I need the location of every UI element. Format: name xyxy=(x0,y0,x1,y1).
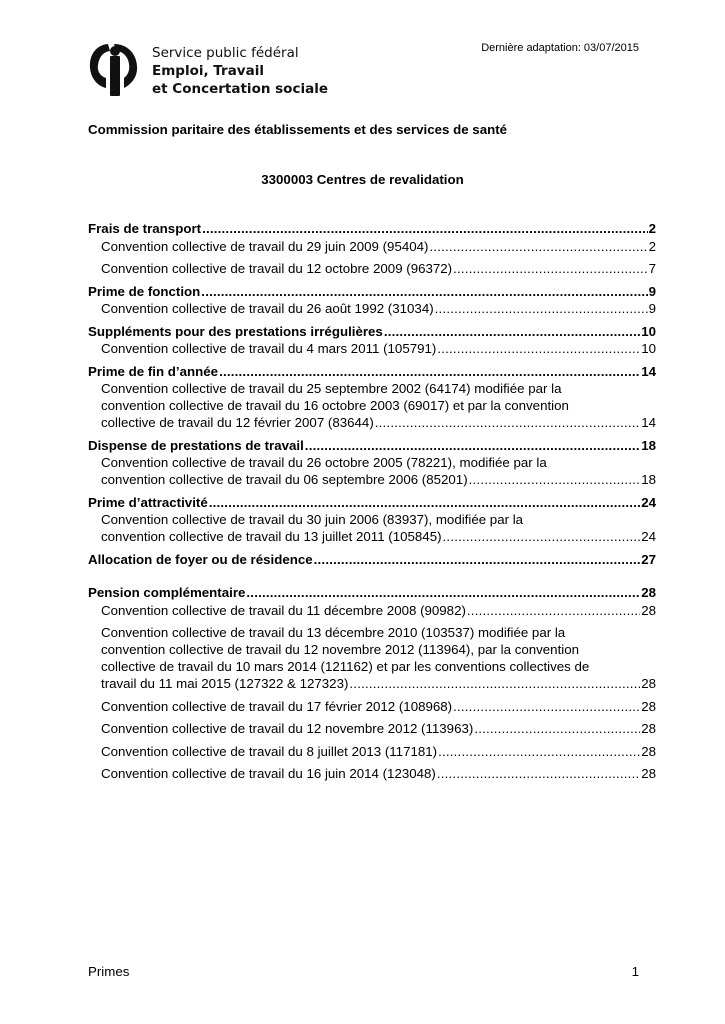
entry-page-number: 28 xyxy=(641,698,656,714)
entry-text-line: Convention collective de travail du 29 juin 2009 (95404) xyxy=(101,238,429,254)
toc-entry[interactable] xyxy=(88,380,656,432)
entry-line xyxy=(101,743,656,761)
entry-line xyxy=(101,260,656,278)
toc-section xyxy=(88,437,656,489)
toc-section xyxy=(88,220,656,278)
toc-section xyxy=(88,551,656,569)
footer-label: Primes xyxy=(88,964,130,979)
toc-entry[interactable] xyxy=(88,765,656,783)
dot-leader xyxy=(209,494,640,512)
toc-section xyxy=(88,283,656,318)
dot-leader xyxy=(437,340,640,358)
entry-text-line: convention collective de travail du 12 novembre 2012 (113964), par la convention xyxy=(101,642,580,657)
entry-page-number: 10 xyxy=(641,341,656,356)
entry-page-number: 28 xyxy=(641,676,656,691)
entry-text-line: Convention collective de travail du 8 juillet 2013 (117181) xyxy=(101,743,438,759)
toc-entry[interactable] xyxy=(88,698,656,716)
entry-text-line: convention collective de travail du 06 septembre 2006 (85201) xyxy=(101,472,468,487)
entry-text-line: Convention collective de travail du 26 octobre 2005 (78221), modifiée par la xyxy=(101,455,547,470)
toc-section-heading[interactable] xyxy=(88,551,656,569)
dot-leader xyxy=(467,602,640,620)
dot-leader xyxy=(453,260,647,278)
section-page-number: 24 xyxy=(641,494,656,510)
toc-entry[interactable] xyxy=(88,238,656,256)
toc-entry[interactable] xyxy=(88,511,656,546)
dot-leader xyxy=(384,323,640,341)
toc-section xyxy=(88,323,656,358)
entry-text-line: Convention collective de travail du 12 octobre 2009 (96372) xyxy=(101,261,453,276)
section-title: Frais de transport xyxy=(88,221,202,236)
section-title: Prime d’attractivité xyxy=(88,494,208,510)
entry-text-line: convention collective de travail du 13 juillet 2011 (105845) xyxy=(101,529,442,544)
dot-leader xyxy=(438,743,640,761)
section-title: Prime de fin d’année xyxy=(88,363,219,379)
toc-section-heading[interactable] xyxy=(88,584,656,602)
dot-leader xyxy=(314,551,641,569)
entry-line xyxy=(101,528,656,546)
section-page-number: 2 xyxy=(648,221,656,236)
toc-section-heading[interactable] xyxy=(88,283,656,301)
entry-text-line: collective de travail du 12 février 2007 (83644) xyxy=(101,415,374,430)
dot-leader xyxy=(349,675,640,693)
toc-entry[interactable] xyxy=(88,743,656,761)
toc-section-heading[interactable] xyxy=(88,363,656,381)
dot-leader xyxy=(246,584,640,602)
dot-leader xyxy=(443,528,641,546)
toc-section-heading[interactable] xyxy=(88,494,656,512)
entry-line xyxy=(101,765,656,783)
entry-page-number: 18 xyxy=(641,472,656,487)
section-title: Suppléments pour des prestations irrégulières xyxy=(88,323,383,339)
toc-entry[interactable] xyxy=(88,300,656,318)
entry-text-line: convention collective de travail du 16 octobre 2003 (69017) et par la convention xyxy=(101,398,569,413)
dot-leader xyxy=(469,471,641,489)
entry-page-number: 2 xyxy=(648,238,656,254)
toc-section-heading[interactable] xyxy=(88,220,656,238)
dot-leader xyxy=(474,720,640,738)
dot-leader xyxy=(375,414,640,432)
entry-page-number: 28 xyxy=(641,766,656,781)
entry-text-line: Convention collective de travail du 12 novembre 2012 (113963) xyxy=(101,721,474,736)
entry-text-line: Convention collective de travail du 17 février 2012 (108968) xyxy=(101,698,453,714)
section-page-number: 28 xyxy=(641,585,656,600)
entry-page-number: 9 xyxy=(648,301,656,316)
dot-leader xyxy=(305,437,640,455)
toc-entry[interactable] xyxy=(88,602,656,620)
toc-entry[interactable] xyxy=(88,340,656,358)
section-page-number: 14 xyxy=(641,363,656,379)
toc-section-heading[interactable] xyxy=(88,323,656,341)
section-title: Prime de fonction xyxy=(88,283,201,299)
entry-line xyxy=(101,414,656,432)
dot-leader xyxy=(437,765,640,783)
entry-text-line: Convention collective de travail du 30 juin 2006 (83937), modifiée par la xyxy=(101,512,524,527)
section-page-number: 10 xyxy=(641,323,656,339)
entry-line xyxy=(101,720,656,738)
entry-line xyxy=(101,238,656,256)
dot-leader xyxy=(202,220,648,238)
table-of-contents xyxy=(88,220,656,788)
entry-line xyxy=(101,675,656,693)
entry-page-number: 28 xyxy=(641,743,656,759)
toc-section xyxy=(88,494,656,546)
toc-section-heading[interactable] xyxy=(88,437,656,455)
organization-name xyxy=(152,44,328,98)
dot-leader xyxy=(201,283,647,301)
org-line-1: Service public fédéral xyxy=(152,45,299,61)
entry-text-line: Convention collective de travail du 4 mars 2011 (105791) xyxy=(101,341,437,356)
entry-text-line: Convention collective de travail du 16 juin 2014 (123048) xyxy=(101,766,436,781)
section-page-number: 27 xyxy=(641,551,656,567)
dot-leader xyxy=(219,363,640,381)
toc-section xyxy=(88,363,656,432)
entry-line xyxy=(101,471,656,489)
entry-page-number: 28 xyxy=(641,602,656,618)
entry-page-number: 24 xyxy=(641,529,656,544)
org-line-2: Emploi, Travail xyxy=(152,63,264,79)
dot-leader xyxy=(429,238,647,256)
document-title: 3300003 Centres de revalidation xyxy=(261,172,464,187)
entry-line xyxy=(101,602,656,620)
entry-text-line: Convention collective de travail du 26 août 1992 (31034) xyxy=(101,301,434,316)
entry-page-number: 7 xyxy=(648,261,656,276)
dot-leader xyxy=(435,300,648,318)
government-logo xyxy=(88,42,140,98)
toc-section xyxy=(88,584,656,783)
entry-text-line: Convention collective de travail du 11 décembre 2008 (90982) xyxy=(101,602,466,618)
entry-line xyxy=(101,340,656,358)
section-title: Pension complémentaire xyxy=(88,585,246,600)
section-title: Allocation de foyer ou de résidence xyxy=(88,551,313,567)
toc-entry[interactable] xyxy=(88,624,656,693)
section-page-number: 18 xyxy=(641,437,656,453)
section-title: Dispense de prestations de travail xyxy=(88,437,304,453)
toc-entry[interactable] xyxy=(88,720,656,738)
entry-page-number: 14 xyxy=(641,415,656,430)
section-page-number: 9 xyxy=(648,283,656,299)
last-update-date: Dernière adaptation: 03/07/2015 xyxy=(481,42,639,54)
dot-leader xyxy=(453,698,640,716)
entry-text-line: Convention collective de travail du 13 décembre 2010 (103537) modifiée par la xyxy=(101,625,566,640)
toc-entry[interactable] xyxy=(88,454,656,489)
commission-heading: Commission paritaire des établissements et des services de santé xyxy=(88,122,508,137)
entry-line xyxy=(101,698,656,716)
entry-text-line: Convention collective de travail du 25 septembre 2002 (64174) modifiée par la xyxy=(101,381,562,396)
toc-entry[interactable] xyxy=(88,260,656,278)
entry-text-line: travail du 11 mai 2015 (127322 & 127323) xyxy=(101,676,349,691)
entry-text-line: collective de travail du 10 mars 2014 (121162) et par les conventions collectives de xyxy=(101,659,590,674)
org-line-3: et Concertation sociale xyxy=(152,81,328,97)
entry-line xyxy=(101,300,656,318)
entry-page-number: 28 xyxy=(641,721,656,736)
page-number: 1 xyxy=(631,964,639,979)
